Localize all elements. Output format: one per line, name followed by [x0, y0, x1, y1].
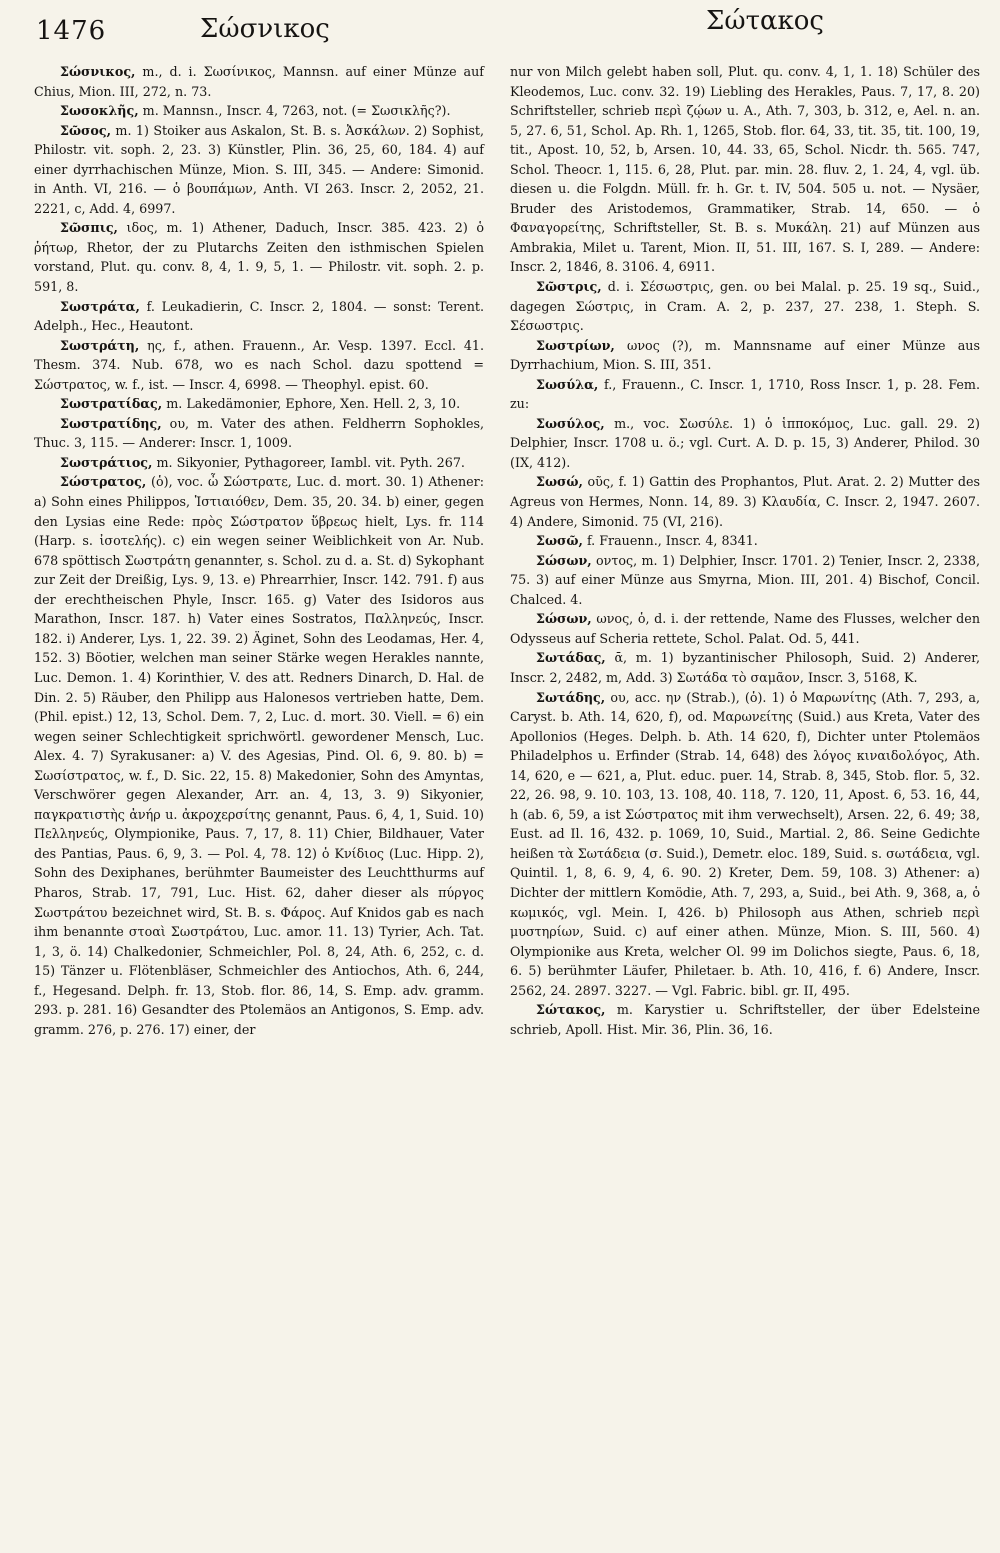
page-header	[0, 0, 1000, 60]
entry-text: οντος, m. 1) Delphier, Inscr. 1701. 2) Tenier, Inscr. 2, 2338, 75. 3) auf einer Münze aus Smyrna, Mion. III, 201. 4) Bischof, Concil. Chalced. 4.	[510, 552, 980, 607]
entry-text: ου, m. Vater des athen. Feldherrn Sophokles, Thuc. 3, 115. — Anderer: Inscr. 1, 1009.	[34, 415, 484, 451]
entry-text: ωνος, ὁ, d. i. der rettende, Name des Flusses, welcher den Odysseus auf Scheria rettete, Schol. Palat. Od. 5, 441.	[510, 611, 980, 646]
right-column	[510, 62, 980, 1039]
entry-text: ᾱ, m. 1) byzantinischer Philosoph, Suid. 2) Anderer, Inscr. 2, 2482, m, Add. 3) Σωτάδα τὸ σαμᾶον, Inscr. 3, 5168, K.	[510, 650, 980, 685]
entry-text: f., Frauenn., C. Inscr. 1, 1710, Ross Inscr. 1, p. 28. Fem. zu:	[510, 376, 980, 412]
entry-text: m. Mannsn., Inscr. 4, 7263, not. (= Σωσικλῆς?).	[138, 103, 451, 119]
dictionary-entry	[510, 375, 980, 414]
dictionary-entry	[510, 609, 980, 648]
entry-headword: Σώτακος,	[536, 1002, 606, 1018]
entry-text: m. 1) Stoiker aus Askalon, St. B. s. Ἀσκάλων. 2) Sophist, Philostr. vit. soph. 2, 23. 3) Künstler, Plin. 36, 25, 60, 184. 4) auf einer dyrrhachischen Münze, Mion. S. III, 345. — Andere: Simonid. in Anth. VI, 216. — ὁ βουπάμων, Anth. VI 263. Inscr. 2, 2052, 21. 2221, c, Add. 4, 6997.	[34, 122, 484, 216]
entry-text: (ὁ), voc. ὦ Σώστρατε, Luc. d. mort. 30. 1) Athener: a) Sohn eines Philippos, Ἱστιαιόθεν, Dem. 35, 20. 34. b) einer, gegen den Lysias eine Rede: πρὸς Σώστρατον ὕβρεως hielt, Lys. fr. 114 (Harp. s. ἰσοτελής). c) ein wegen seiner Weiblichkeit von Ar. Nub. 678 spöttisch Σωστράτη genannter, s. Schol. zu d. a. St. d) Sykophant zur Zeit der Dreißig, Lys. 9, 13. e) Phrearrhier, Inscr. 142. 791. f) aus der erechtheischen Phyle, Inscr. 165. g) Vater des Isidoros aus Marathon, Inscr. 187. h) Vater eines Sostratos, Παλληνεύς, Inscr. 182. i) Anderer, Lys. 1, 22. 39. 2) Äginet, Sohn des Leodamas, Her. 4, 152. 3) Böotier, welchen man seiner Stärke wegen Herakles nannte, Luc. Demon. 1. 4) Korinthier, V. des att. Redners Dinarch, D. Hal. de Din. 2. 5) Räuber, den Philipp aus Halonesos vertrieben hatte, Dem. (Phil. epist.) 12, 13, Schol. Dem. 7, 2, Luc. d. mort. 30. Viell. = 6) ein wegen seiner Schlechtigkeit sprichwörtl. gewordener Mensch, Luc. Alex. 4. 7) Syrakusaner: a) V. des Agesias, Pind. Ol. 6, 9. 80. b) = Σωσίστρατος, w. f., D. Sic. 22, 15. 8) Makedonier, Sohn des Amyntas, Verschwörer gegen Alexander, Arr. an. 4, 13, 3. 9) Sikyonier, παγκρατιστὴς ἀνήρ u. ἀκροχερσίτης genannt, Paus. 6, 4, 1, Suid. 10) Πελληνεύς, Olympionike, Paus. 7, 17, 8. 11) Chier, Bildhauer, Vater des Pantias, Paus. 6, 9, 3. — Pol. 4, 78. 12) ὁ Κνίδιος (Luc. Hipp. 2), Sohn des Dexiphanes, berühmter Baumeister des Leuchtthurms auf Pharos, Strab. 17, 791, Luc. Hist. 62, daher dieser als πύργος Σωστράτου bezeichnet wird, St. B. s. Φάρος. Auf Knidos gab es nach ihm benannte στοαὶ Σωστράτου, Luc. amor. 11. 13) Tyrier, Ach. Tat. 1, 3, ö. 14) Chalkedonier, Schmeichler, Pol. 8, 24, Ath. 6, 252, c. d. 15) Tänzer u. Flötenbläser, Schmeichler des Antiochos, Ath. 6, 244, f., Hegesand. Delph. fr. 13, Stob. flor. 86, 14, S. Emp. adv. gramm. 293. p. 281. 16) Gesandter des Ptolemäos an Antigonos, S. Emp. adv. gramm. 276, p. 276. 17) einer, der	[34, 474, 484, 1037]
entry-headword: Σώσων,	[536, 611, 592, 627]
entry-headword: Σωτάδας,	[536, 650, 606, 666]
entry-headword: Σωστρίων,	[536, 337, 615, 353]
entry-headword: Σωστράτη,	[60, 337, 140, 353]
dictionary-entry	[510, 62, 980, 277]
right-running-headword: Σώτακος	[706, 6, 824, 36]
entry-headword: Σωσῶ,	[536, 533, 583, 549]
entry-text: ωνος (?), m. Mannsname auf einer Münze aus Dyrrhachium, Mion. S. III, 351.	[510, 337, 980, 373]
entry-text: m., voc. Σωσύλε. 1) ὁ ἱπποκόμος, Luc. gall. 29. 2) Delphier, Inscr. 1708 u. ö.; vgl. Curt. A. D. p. 15, 3) Anderer, Philod. 30 (IX, 412).	[510, 415, 980, 470]
dictionary-entry	[34, 101, 484, 121]
entry-headword: Σωστράτιος,	[60, 454, 153, 470]
page-number: 1476	[36, 16, 107, 46]
entry-headword: Σωστράτα,	[60, 298, 140, 314]
entry-headword: Σωστρατίδας,	[60, 396, 163, 412]
entry-text: d. i. Σέσωστρις, gen. ου bei Malal. p. 25. 19 sq., Suid., dagegen Σώστρις, in Cram. A. 2, p. 237, 27. 238, 1. Steph. S. Σέσωστρις.	[510, 279, 980, 334]
entry-text: f. Frauenn., Inscr. 4, 8341.	[582, 533, 758, 549]
entry-headword: Σωτάδης,	[536, 689, 606, 705]
entry-headword: Σώστρατος,	[60, 474, 147, 490]
dictionary-entry	[34, 453, 484, 473]
dictionary-entry	[34, 121, 484, 219]
entry-headword: Σῶστρις,	[536, 279, 602, 295]
dictionary-entry	[510, 472, 980, 531]
dictionary-entry	[34, 336, 484, 395]
dictionary-entry	[34, 218, 484, 296]
entry-text: ου, acc. ην (Strab.), (ὁ). 1) ὁ Μαρωνίτης (Ath. 7, 293, a, Caryst. b. Ath. 14, 620, f), od. Μαρωνείτης (Suid.) aus Kreta, Vater des Apollonios (Heges. Delph. b. Ath. 14 620, f), Dichter unter Ptolemäos Philadelphos u. Erfinder (Strab. 14, 648) des λόγος κιναιδολόγος, Ath. 14, 620, e — 621, a, Plut. educ. puer. 14, Strab. 8, 345, Stob. flor. 5, 32. 22, 26. 98, 9. 10. 103, 13. 108, 40. 118, 7. 120, 11, Apost. 6, 53. 16, 44, h (ab. 6, 59, a ist Σώστρατος mit ihm verwechselt), Arsen. 22, 6. 49; 38, Eust. ad Il. 16, 432. p. 1069, 10, Suid., Martial. 2, 86. Seine Gedichte heißen τὰ Σωτάδεια (σ. Suid.), Demetr. eloc. 189, Suid. s. σωτάδεια, vgl. Quintil. 1, 8, 6. 9, 4, 6. 90. 2) Kreter, Dem. 59, 108. 3) Athener: a) Dichter der mittlern Komödie, Ath. 7, 293, a, Suid., bei Ath. 9, 368, a, ὁ κωμικός, vgl. Mein. I, 426. b) Philosoph aus Athen, schrieb περὶ μυστηρίων, Suid. c) auf einer athen. Münze, Mion. S. III, 560. 4) Olympionike aus Kreta, welcher Ol. 99 im Dolichos siegte, Paus. 6, 18, 6. 5) berühmter Läufer, Philetaer. b. Ath. 10, 416, f. 6) Andere, Inscr. 2562, 24. 2897. 3227. — Vgl. Fabric. bibl. gr. II, 495.	[510, 689, 980, 998]
dictionary-entry	[510, 531, 980, 551]
entry-headword: Σωσοκλῆς,	[60, 103, 139, 119]
entry-headword: Σωσώ,	[536, 474, 583, 490]
dictionary-entry	[510, 648, 980, 687]
dictionary-entry	[510, 277, 980, 336]
dictionary-entry	[510, 1000, 980, 1039]
entry-text: m., d. i. Σωσίνικος, Mannsn. auf einer Münze auf Chius, Mion. III, 272, n. 73.	[34, 64, 484, 99]
dictionary-entry	[510, 551, 980, 610]
entry-text: nur von Milch gelebt haben soll, Plut. qu. conv. 4, 1, 1. 18) Schüler des Kleodemos, Luc. conv. 32. 19) Liebling des Herakles, Paus. 7, 17, 8. 20) Schriftsteller, schrieb περὶ ζῴων u. A., Ath. 7, 303, b. 312, e, Ael. n. an. 5, 27. 6, 51, Schol. Ap. Rh. 1, 1265, Stob. flor. 64, 33, tit. 35, tit. 100, 19, tit., Apost. 10, 52, b, Arsen. 10, 44. 33, 65, Schol. Nicdr. th. 565. 747, Schol. Theocr. 1, 115. 6, 28, Plut. par. min. 28. fluv. 2, 1. 24, 4, vgl. üb. diesen u. die Folgdn. Müll. fr. h. Gr. t. IV, 504. 505 u. not. — Nysäer, Bruder des Aristodemos, Grammatiker, Strab. 14, 650. — ὁ Φαναγορείτης, Schriftsteller, St. B. s. Μυκάλη. 21) auf Münzen aus Ambrakia, Milet u. Tarent, Mion. II, 51. III, 167. S. I, 289. — Andere: Inscr. 2, 1846, 8. 3106. 4, 6911.	[510, 64, 980, 275]
entry-headword: Σωστρατίδης,	[60, 415, 162, 431]
dictionary-entry	[34, 297, 484, 336]
entry-text: m. Lakedämonier, Ephore, Xen. Hell. 2, 3, 10.	[162, 396, 461, 412]
entry-headword: Σῶσος,	[60, 122, 112, 138]
entry-text: m. Sikyonier, Pythagoreer, Iambl. vit. Pyth. 267.	[152, 454, 465, 470]
dictionary-entry	[34, 394, 484, 414]
entry-text: ιδος, m. 1) Athener, Daduch, Inscr. 385. 423. 2) ὁ ῥήτωρ, Rhetor, der zu Plutarchs Zeiten den isthmischen Spielen vorstand, Plut. qu. conv. 8, 4, 1. 9, 5, 1. — Philostr. vit. soph. 2. p. 591, 8.	[34, 220, 484, 295]
dictionary-entry	[34, 472, 484, 1039]
entry-text: m. Karystier u. Schriftsteller, der über Edelsteine schrieb, Apoll. Hist. Mir. 36, Plin. 36, 16.	[510, 1002, 980, 1037]
entry-text: ης, f., athen. Frauenn., Ar. Vesp. 1397. Eccl. 41. Thesm. 374. Nub. 678, wo es nach Schol. dazu spottend = Σώστρατος, w. f., ist. — Inscr. 4, 6998. — Theophyl. epist. 60.	[34, 337, 484, 392]
entry-headword: Σώσνικος,	[60, 64, 136, 79]
entry-text: f. Leukadierin, C. Inscr. 2, 1804. — sonst: Terent. Adelph., Hec., Heautont.	[34, 298, 484, 334]
entry-headword: Σωσύλα,	[536, 376, 599, 392]
entry-headword: Σῶσπις,	[60, 220, 118, 236]
dictionary-entry	[34, 414, 484, 453]
entry-text: οῦς, f. 1) Gattin des Prophantos, Plut. Arat. 2. 2) Mutter des Agreus von Hermes, Nonn. 14, 89. 3) Κλαυδία, C. Inscr. 2, 1947. 2607. 4) Andere, Simonid. 75 (VI, 216).	[510, 474, 980, 529]
entry-headword: Σωσύλος,	[536, 415, 605, 431]
dictionary-entry	[34, 62, 484, 101]
dictionary-entry	[510, 414, 980, 473]
left-running-headword: Σώσνικος	[200, 14, 330, 44]
dictionary-entry	[510, 336, 980, 375]
dictionary-entry	[510, 688, 980, 1001]
left-column	[34, 62, 484, 1039]
entry-headword: Σώσων,	[536, 552, 592, 568]
